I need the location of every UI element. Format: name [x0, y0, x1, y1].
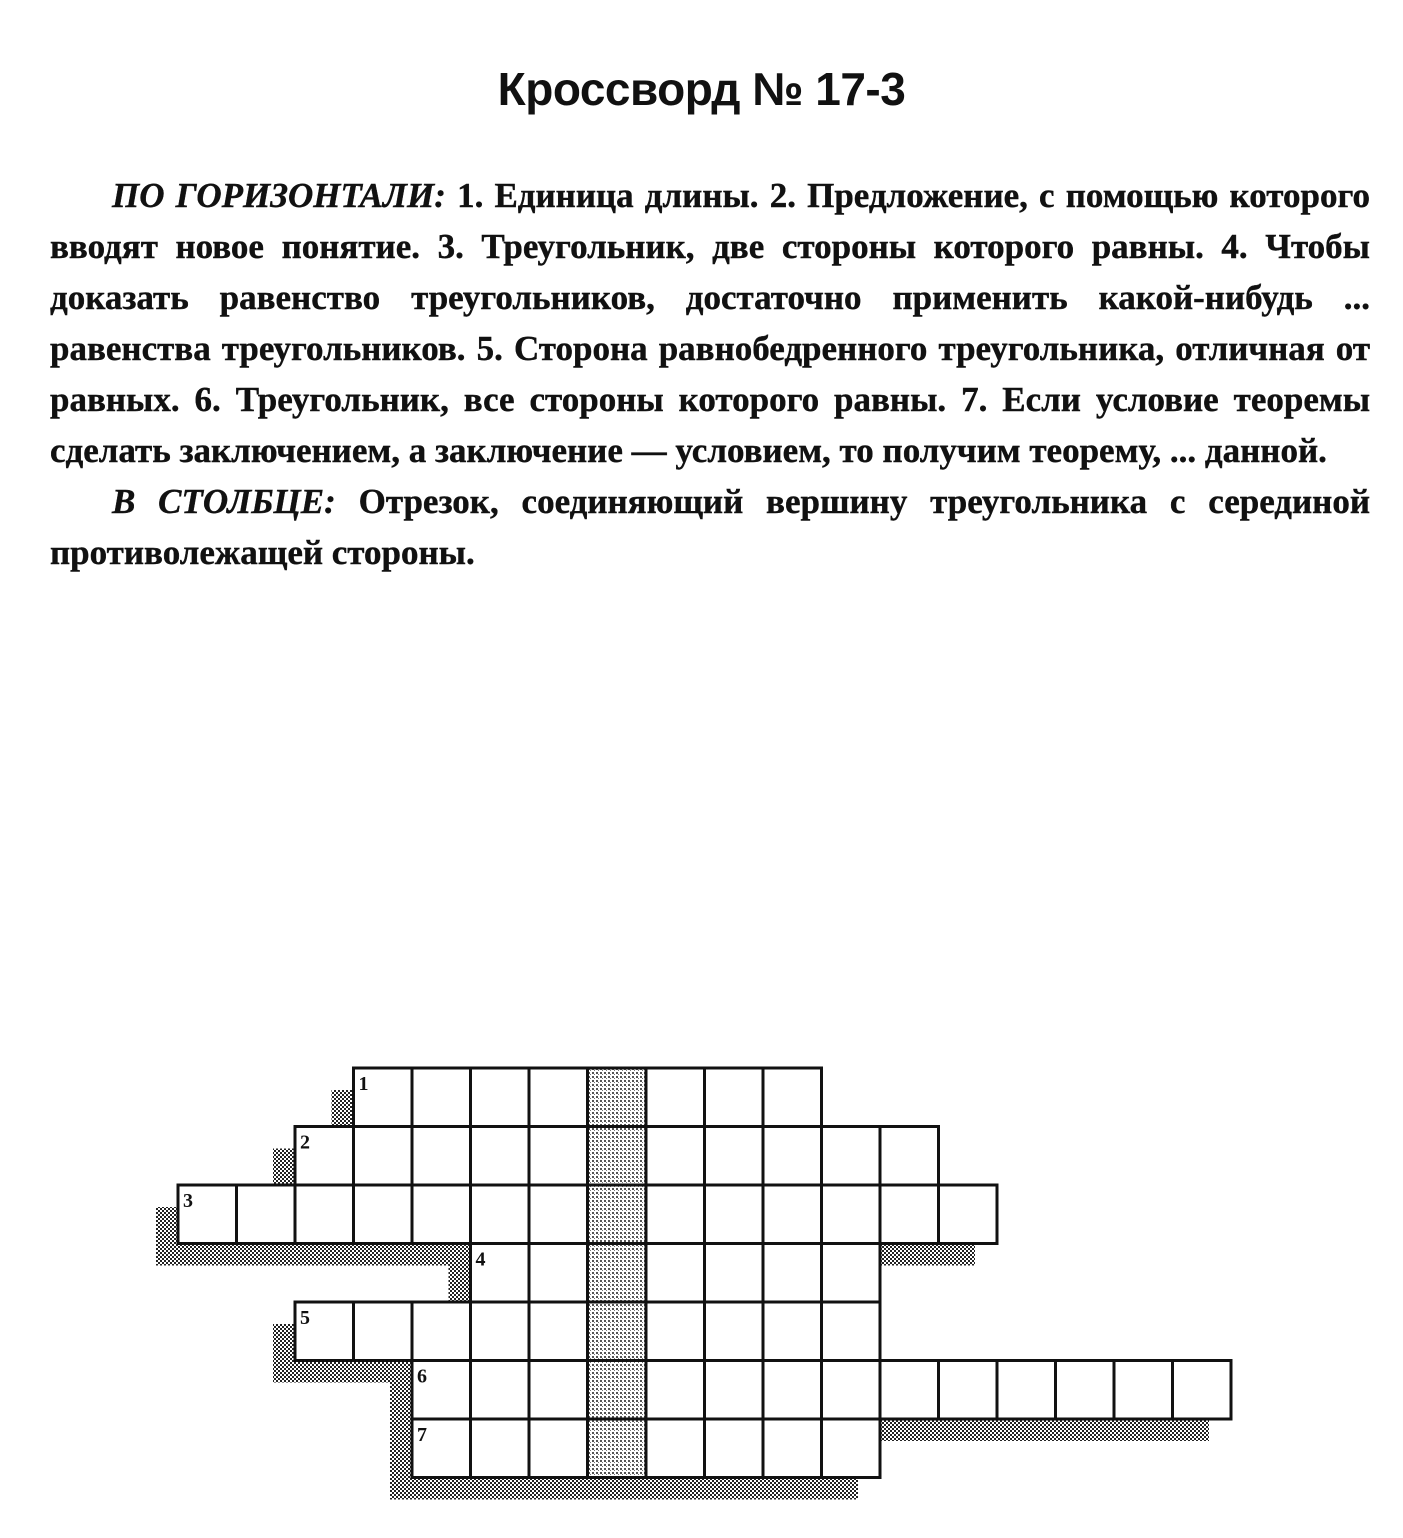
grid-cell[interactable]: [705, 1419, 764, 1478]
clue-text: Предложение, с помощью которого вводят новое понятие.: [50, 176, 1370, 266]
clue-text: Если условие теоремы сделать заключением, а заключение — условием, то получим теорему, ... данной.: [50, 380, 1371, 470]
grid-cell[interactable]: [646, 1244, 705, 1303]
grid-cell[interactable]: [529, 1302, 588, 1361]
grid-cell[interactable]: [880, 1361, 939, 1420]
grid-cell[interactable]: [471, 1302, 530, 1361]
grid-cell[interactable]: [646, 1185, 705, 1244]
grid-cell[interactable]: [354, 1302, 413, 1361]
grid-cell[interactable]: [237, 1185, 296, 1244]
grid-cell[interactable]: [471, 1068, 530, 1127]
highlight-cell[interactable]: [588, 1127, 647, 1186]
grid-cell[interactable]: [705, 1361, 764, 1420]
cell-number: 6: [417, 1365, 427, 1388]
cell-number: 7: [417, 1424, 427, 1446]
grid-cell[interactable]: [763, 1127, 822, 1186]
clue-number: 2.: [769, 176, 796, 215]
grid-cell[interactable]: [646, 1068, 705, 1127]
grid-cell[interactable]: [529, 1361, 588, 1420]
grid-cell[interactable]: [1173, 1361, 1232, 1420]
down-heading: В СТОЛБЦЕ:: [112, 482, 336, 521]
grid-cell[interactable]: [646, 1302, 705, 1361]
grid-cell[interactable]: [412, 1302, 471, 1361]
clue-text: Треугольник, две стороны которого равны.: [481, 227, 1204, 266]
grid-cell[interactable]: [529, 1068, 588, 1127]
grid-cell[interactable]: [763, 1361, 822, 1420]
grid-cell[interactable]: [705, 1068, 764, 1127]
highlight-cell[interactable]: [588, 1419, 647, 1478]
page-title: Кроссворд № 17-3: [497, 63, 906, 115]
grid-cell[interactable]: [763, 1185, 822, 1244]
cell-number: 1: [358, 1073, 369, 1095]
grid-cell[interactable]: [529, 1185, 588, 1244]
clue-text: Единица длины.: [494, 176, 759, 215]
grid-cell[interactable]: [705, 1185, 764, 1244]
clue-text: Чтобы доказать равенство треугольников, достаточно применить какой-нибудь ... равенства треугольников.: [50, 227, 1371, 368]
grid-cell[interactable]: [822, 1244, 881, 1303]
grid-cell[interactable]: [295, 1185, 354, 1244]
clue-number: 1.: [457, 176, 484, 215]
grid-cell[interactable]: [529, 1244, 588, 1303]
grid-cell[interactable]: [1056, 1361, 1115, 1420]
grid-cell[interactable]: [646, 1419, 705, 1478]
clue-number: 5.: [476, 329, 503, 368]
clue-number: 7.: [961, 380, 988, 419]
grid-cell[interactable]: [997, 1361, 1056, 1420]
grid-cell[interactable]: [412, 1068, 471, 1127]
grid-cell[interactable]: [705, 1302, 764, 1361]
clue-number: 3.: [437, 227, 464, 266]
grid-cell[interactable]: [822, 1185, 881, 1244]
cell-number: 2: [300, 1131, 310, 1154]
cell-number: 5: [300, 1307, 310, 1329]
across-heading: ПО ГОРИЗОНТАЛИ:: [112, 176, 446, 215]
grid-cell[interactable]: [471, 1185, 530, 1244]
grid-cell[interactable]: [646, 1127, 705, 1186]
highlight-cell[interactable]: [588, 1068, 647, 1127]
clue-text: Сторона равнобедренного треугольника, отличная от равных.: [50, 329, 1371, 419]
grid-cell[interactable]: [822, 1302, 881, 1361]
highlight-cell[interactable]: [588, 1244, 647, 1303]
clue-number: 4.: [1221, 227, 1248, 266]
grid-cell[interactable]: [880, 1185, 939, 1244]
grid-cell[interactable]: [822, 1361, 881, 1420]
grid-cell[interactable]: [471, 1419, 530, 1478]
clue-text: Треугольник, все стороны которого равны.: [235, 380, 947, 419]
grid-cell[interactable]: [412, 1127, 471, 1186]
grid-cell[interactable]: [939, 1361, 998, 1420]
grid-cell[interactable]: [529, 1419, 588, 1478]
grid-cell[interactable]: [822, 1419, 881, 1478]
grid-cell[interactable]: [471, 1127, 530, 1186]
grid-cell[interactable]: [763, 1302, 822, 1361]
highlight-cell[interactable]: [588, 1302, 647, 1361]
grid-cell[interactable]: [646, 1361, 705, 1420]
grid-cell[interactable]: [529, 1127, 588, 1186]
clue-number: 6.: [194, 380, 221, 419]
highlight-cell[interactable]: [588, 1185, 647, 1244]
grid-cell[interactable]: [763, 1244, 822, 1303]
grid-cell[interactable]: [880, 1127, 939, 1186]
grid-cell[interactable]: [763, 1068, 822, 1127]
grid-cell[interactable]: [763, 1419, 822, 1478]
highlight-cell[interactable]: [588, 1361, 647, 1420]
grid-cell[interactable]: [939, 1185, 998, 1244]
grid-cell[interactable]: [412, 1185, 471, 1244]
grid-cell[interactable]: [471, 1361, 530, 1420]
grid-cell[interactable]: [705, 1127, 764, 1186]
grid-cell[interactable]: [822, 1127, 881, 1186]
cell-number: 4: [475, 1248, 486, 1271]
down-clue-text: Отрезок, соединяющий вершину треугольника с серединой противолежащей стороны.: [50, 482, 1370, 572]
grid-cell[interactable]: [705, 1244, 764, 1303]
grid-cell[interactable]: [354, 1185, 413, 1244]
grid-cell[interactable]: [1114, 1361, 1173, 1420]
grid-cell[interactable]: [354, 1127, 413, 1186]
cell-number: 3: [183, 1190, 193, 1212]
